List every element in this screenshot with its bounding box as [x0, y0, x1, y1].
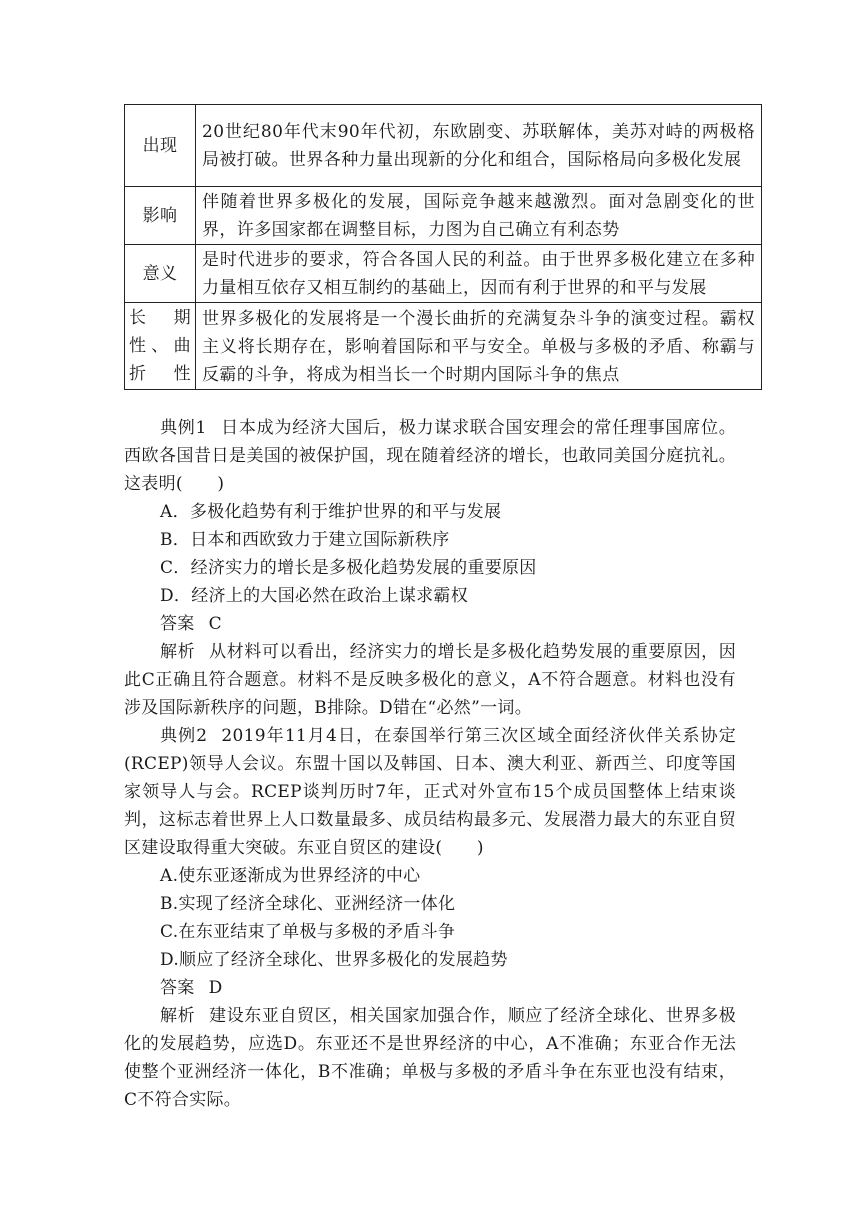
row-content: 世界多极化的发展将是一个漫长曲折的充满复杂斗争的演变过程。霸权主义将长期存在，影响着国际和平与安全。单极与多极的矛盾、称霸与反霸的斗争，将成为相当长一个时期内国际斗争的焦点: [196, 303, 762, 390]
example-2-answer: [124, 974, 736, 1002]
example-2-option-b: B.实现了经济全球化、亚洲经济一体化: [160, 894, 456, 914]
example-1-option-d: D．经济上的大国必然在政治上谋求霸权: [160, 586, 469, 606]
example-2-answer-label: 答案: [160, 978, 195, 998]
example-2-analysis-label: 解析: [160, 1006, 196, 1026]
example-1-question: [124, 414, 736, 498]
example-2-question: [124, 722, 736, 862]
example-1-tag: 典例1: [160, 418, 207, 438]
example-1-option-c: C．经济实力的增长是多极化趋势发展的重要原因: [160, 558, 537, 578]
multipolarity-summary-table: [124, 104, 762, 390]
example-1-answer-value: C: [208, 614, 222, 634]
example-1-option-a: A．多极化趋势有利于维护世界的和平与发展: [160, 502, 502, 522]
example-1-option-b: B．日本和西欧致力于建立国际新秩序: [160, 530, 450, 550]
example-1-analysis: [124, 638, 736, 722]
row-label: 意义: [125, 245, 196, 303]
example-1-answer-label: 答案: [160, 614, 195, 634]
example-1-question-text: 日本成为经济大国后，极力谋求联合国安理会的常任理事国席位。西欧各国昔日是美国的被保护国，现在随着经济的增长，也敢同美国分庭抗礼。这表明( ): [124, 418, 737, 494]
table-row: [125, 303, 762, 390]
row-content: 是时代进步的要求，符合各国人民的利益。由于世界多极化建立在多种力量相互依存又相互制约的基础上，因而有利于世界的和平与发展: [196, 245, 762, 303]
table-row: [125, 105, 762, 187]
table-row: [125, 187, 762, 245]
example-2-option-c: C.在东亚结束了单极与多极的矛盾斗争: [160, 922, 456, 942]
row-label: 出现: [125, 105, 196, 187]
example-2-option-d: D.顺应了经济全球化、世界多极化的发展趋势: [160, 950, 508, 970]
example-2-analysis: [124, 1002, 736, 1114]
example-1-analysis-text: 从材料可以看出，经济实力的增长是多极化趋势发展的重要原因，因此C正确且符合题意。材料不是反映多极化的意义，A不符合题意。材料也没有涉及国际新秩序的问题，B排除。D错在“必然”一词。: [124, 642, 737, 718]
example-2-question-text: 2019年11月4日，在泰国举行第三次区域全面经济伙伴关系协定(RCEP)领导人会议。东盟十国以及韩国、日本、澳大利亚、新西兰、印度等国家领导人与会。RCEP谈判历时7年，正式对外宣布15个成员国整体上结束谈判，这标志着世界上人口数量最多、成员结构最多元、发展潜力最大的东亚自贸区建设取得重大突破。东亚自贸区的建设( ): [124, 726, 737, 858]
example-2-option-a: A.使东亚逐渐成为世界经济的中心: [160, 866, 421, 886]
example-2-analysis-text: 建设东亚自贸区，相关国家加强合作，顺应了经济全球化、世界多极化的发展趋势，应选D。东亚还不是世界经济的中心，A不准确；东亚合作无法使整个亚洲经济一体化，B不准确；单极与多极的矛盾斗争在东亚也没有结束，C不符合实际。: [124, 1006, 737, 1110]
row-content: 伴随着世界多极化的发展，国际竞争越来越激烈。面对急剧变化的世界，许多国家都在调整目标，力图为自己确立有利态势: [196, 187, 762, 245]
example-1-answer: [124, 610, 736, 638]
example-1-analysis-label: 解析: [160, 642, 196, 662]
row-label: 长期性、曲折性: [125, 303, 196, 390]
examples-section: [124, 414, 736, 1114]
example-2-answer-value: D: [208, 978, 223, 998]
row-content: 20世纪80年代末90年代初，东欧剧变、苏联解体，美苏对峙的两极格局被打破。世界各种力量出现新的分化和组合，国际格局向多极化发展: [196, 105, 762, 187]
table-row: [125, 245, 762, 303]
row-label: 影响: [125, 187, 196, 245]
example-2-tag: 典例2: [160, 726, 208, 746]
